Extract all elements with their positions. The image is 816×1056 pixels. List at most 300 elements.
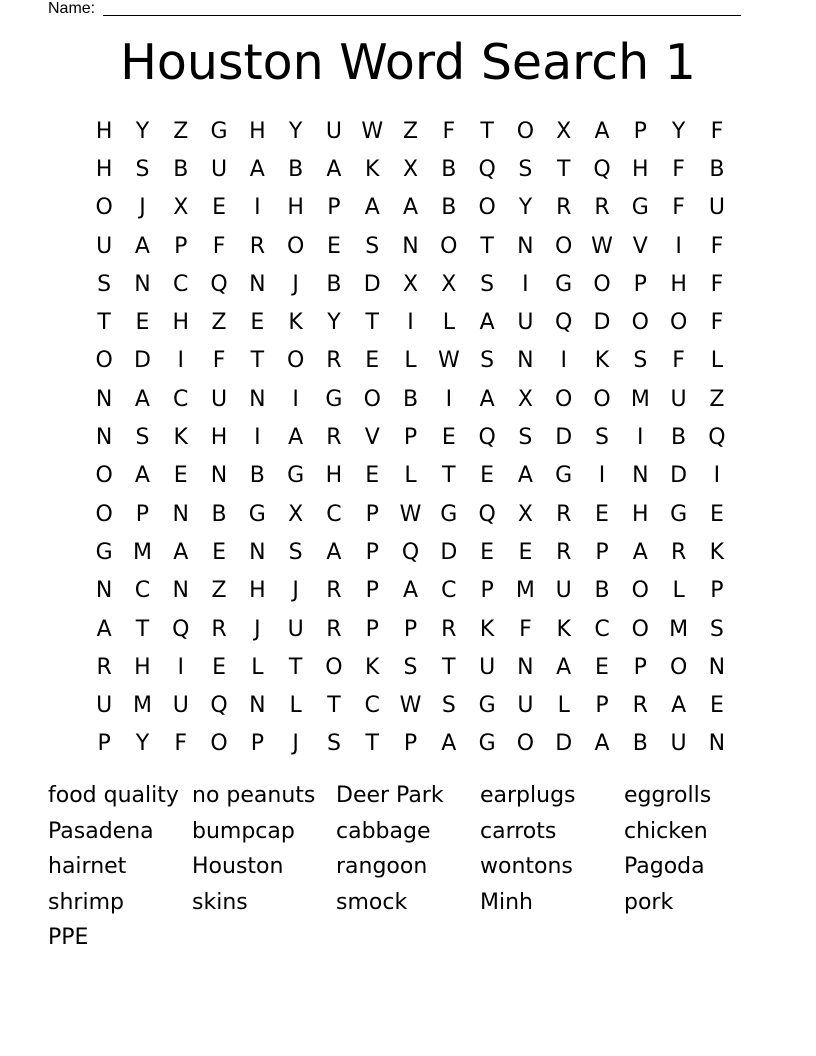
grid-letter: F bbox=[519, 616, 532, 642]
grid-letter: G bbox=[555, 271, 573, 297]
word-list-item: eggrolls bbox=[624, 783, 712, 808]
grid-letter: U bbox=[96, 693, 113, 719]
grid-letter: F bbox=[710, 233, 724, 259]
grid-letter: T bbox=[442, 654, 456, 680]
grid-letter: U bbox=[325, 118, 342, 144]
word-list-item: hairnet bbox=[48, 854, 127, 879]
grid-letter: K bbox=[709, 539, 725, 565]
grid-letter: O bbox=[95, 348, 113, 374]
grid-letter: P bbox=[403, 616, 418, 642]
grid-letter: E bbox=[595, 501, 609, 527]
grid-letter: E bbox=[365, 348, 380, 374]
grid-letter: N bbox=[249, 693, 266, 719]
grid-letter: X bbox=[402, 156, 419, 182]
grid-letter: K bbox=[288, 310, 303, 336]
grid-letter: O bbox=[95, 501, 113, 527]
grid-letter: U bbox=[517, 693, 534, 719]
grid-letter: U bbox=[172, 693, 189, 719]
grid-letter: N bbox=[172, 501, 189, 527]
grid-letter: A bbox=[441, 731, 457, 757]
grid-letter: Q bbox=[478, 156, 496, 182]
grid-letter: D bbox=[363, 271, 381, 297]
grid-letter: A bbox=[96, 616, 112, 642]
word-list-item: shrimp bbox=[48, 889, 124, 915]
grid-letter: R bbox=[326, 578, 342, 604]
grid-letter: T bbox=[480, 233, 494, 259]
grid-letter: E bbox=[135, 310, 150, 336]
grid-letter: O bbox=[631, 310, 649, 336]
grid-letter: Y bbox=[518, 195, 533, 221]
grid-letter: Q bbox=[708, 425, 726, 451]
grid-letter: P bbox=[403, 425, 418, 451]
grid-letter: L bbox=[710, 348, 724, 374]
grid-letter: B bbox=[402, 386, 419, 412]
word-list-item: no peanuts bbox=[192, 783, 316, 808]
grid-letter: A bbox=[249, 156, 265, 182]
grid-letter: M bbox=[132, 693, 152, 719]
word-list-item: food quality bbox=[48, 783, 179, 808]
grid-letter: E bbox=[480, 539, 495, 565]
grid-letter: L bbox=[404, 348, 417, 374]
grid-letter: H bbox=[632, 501, 649, 527]
grid-letter: I bbox=[177, 348, 184, 374]
grid-letter: A bbox=[556, 654, 572, 680]
word-list-item: bumpcap bbox=[192, 818, 295, 844]
grid-letter: Y bbox=[671, 118, 686, 144]
grid-letter: B bbox=[249, 463, 265, 489]
grid-letter: G bbox=[325, 386, 343, 412]
grid-letter: N bbox=[632, 463, 649, 489]
grid-letter: F bbox=[710, 271, 724, 297]
grid-letter: A bbox=[479, 386, 495, 412]
grid-letter: H bbox=[249, 118, 266, 144]
grid-letter: I bbox=[254, 195, 261, 221]
grid-letter: Z bbox=[211, 310, 227, 336]
grid-letter: Z bbox=[173, 118, 189, 144]
grid-letter: K bbox=[365, 156, 380, 182]
grid-letter: A bbox=[173, 539, 189, 565]
grid-letter: S bbox=[480, 271, 495, 297]
word-list-item: skins bbox=[192, 889, 248, 915]
grid-letter: I bbox=[675, 233, 682, 259]
grid-letter: H bbox=[287, 195, 304, 221]
grid-letter: M bbox=[630, 386, 650, 412]
grid-letter: X bbox=[288, 501, 304, 527]
grid-letter: P bbox=[365, 539, 379, 565]
grid-letter: R bbox=[326, 616, 342, 642]
grid-letter: K bbox=[556, 616, 571, 642]
grid-letter: H bbox=[670, 271, 687, 297]
grid-letter: S bbox=[518, 425, 533, 451]
grid-letter: E bbox=[173, 463, 188, 489]
name-label: Name: bbox=[48, 0, 96, 17]
grid-letter: T bbox=[365, 731, 379, 757]
grid-letter: S bbox=[518, 156, 533, 182]
grid-letter: U bbox=[210, 386, 228, 412]
grid-letter: G bbox=[287, 463, 305, 489]
grid-letter: H bbox=[95, 156, 113, 182]
grid-letter: F bbox=[672, 348, 685, 374]
grid-letter: A bbox=[594, 118, 610, 144]
grid-letter: A bbox=[288, 425, 304, 451]
grid-letter: F bbox=[672, 156, 685, 182]
grid-letter: E bbox=[212, 654, 226, 680]
grid-letter: O bbox=[669, 310, 688, 336]
word-list-item: Houston bbox=[192, 854, 284, 879]
grid-letter: I bbox=[598, 463, 606, 489]
grid-letter: U bbox=[517, 310, 534, 336]
grid-letter: X bbox=[441, 271, 457, 297]
grid-letter: I bbox=[560, 348, 567, 374]
grid-letter: N bbox=[517, 654, 534, 680]
grid-letter: J bbox=[292, 271, 299, 297]
grid-letter: A bbox=[594, 731, 610, 757]
grid-letter: Y bbox=[135, 118, 150, 144]
grid-letter: T bbox=[442, 463, 456, 489]
grid-letter: C bbox=[326, 501, 342, 527]
grid-letter: K bbox=[365, 654, 380, 680]
grid-letter: I bbox=[522, 271, 529, 297]
grid-letter: K bbox=[173, 425, 188, 451]
grid-letter: Q bbox=[401, 539, 420, 565]
grid-letter: X bbox=[556, 118, 572, 144]
grid-letter: P bbox=[480, 578, 494, 604]
grid-letter: C bbox=[364, 693, 380, 719]
grid-letter: T bbox=[250, 348, 265, 374]
grid-letter: E bbox=[250, 310, 265, 336]
word-list-item: Minh bbox=[480, 889, 533, 915]
grid-letter: D bbox=[593, 310, 611, 336]
grid-letter: P bbox=[365, 578, 379, 604]
grid-letter: P bbox=[97, 731, 111, 757]
grid-letter: W bbox=[361, 118, 384, 144]
grid-letter: N bbox=[95, 386, 113, 412]
grid-letter: P bbox=[174, 233, 188, 259]
grid-letter: N bbox=[708, 654, 726, 680]
grid-letter: C bbox=[441, 578, 457, 604]
grid-letter: E bbox=[709, 501, 724, 527]
grid-letter: M bbox=[515, 578, 535, 604]
grid-letter: Z bbox=[211, 578, 227, 604]
grid-letter: A bbox=[402, 195, 419, 221]
grid-letter: S bbox=[709, 616, 724, 642]
grid-letter: G bbox=[95, 539, 113, 565]
grid-letter: Z bbox=[402, 118, 419, 144]
grid-letter: E bbox=[365, 463, 380, 489]
grid-letter: M bbox=[669, 616, 689, 642]
word-list-item: earplugs bbox=[480, 783, 576, 808]
grid-letter: C bbox=[134, 578, 151, 604]
grid-letter: N bbox=[210, 463, 228, 489]
grid-letter: P bbox=[595, 539, 609, 565]
grid-letter: H bbox=[249, 578, 266, 604]
grid-letter: C bbox=[173, 271, 189, 297]
grid-letter: B bbox=[288, 156, 304, 182]
grid-letter: A bbox=[134, 463, 150, 489]
grid-letter: I bbox=[713, 463, 721, 489]
grid-letter: G bbox=[478, 693, 496, 719]
grid-letter: V bbox=[632, 233, 648, 259]
grid-letter: H bbox=[325, 463, 343, 489]
grid-letter: E bbox=[441, 425, 456, 451]
grid-letter: R bbox=[249, 233, 265, 259]
grid-letter: W bbox=[591, 233, 613, 259]
grid-letter: X bbox=[517, 386, 533, 412]
word-list-item: pork bbox=[624, 889, 674, 915]
grid-letter: I bbox=[637, 425, 644, 451]
grid-letter: F bbox=[174, 731, 188, 757]
grid-letter: G bbox=[555, 463, 573, 489]
grid-letter: O bbox=[516, 731, 535, 757]
grid-letter: G bbox=[478, 731, 496, 757]
grid-letter: K bbox=[479, 616, 495, 642]
grid-letter: R bbox=[556, 539, 572, 565]
grid-letter: J bbox=[254, 616, 261, 642]
grid-letter: L bbox=[251, 654, 264, 680]
grid-letter: B bbox=[632, 731, 648, 757]
grid-letter: O bbox=[593, 386, 611, 412]
word-list-item: chicken bbox=[624, 818, 708, 844]
grid-letter: Y bbox=[135, 731, 150, 757]
grid-letter: A bbox=[134, 233, 150, 259]
grid-letter: A bbox=[402, 578, 419, 604]
grid-letter: I bbox=[177, 654, 184, 680]
grid-letter: J bbox=[292, 578, 299, 604]
grid-letter: A bbox=[326, 156, 342, 182]
grid-letter: P bbox=[633, 271, 647, 297]
grid-letter: Q bbox=[478, 425, 496, 451]
grid-letter: O bbox=[555, 233, 573, 259]
grid-letter: O bbox=[363, 386, 381, 412]
grid-letter: H bbox=[210, 425, 228, 451]
grid-letter: W bbox=[437, 348, 460, 374]
grid-letter: E bbox=[212, 195, 226, 221]
grid-letter: Q bbox=[478, 501, 496, 527]
grid-letter: L bbox=[672, 578, 685, 604]
word-list-item: wontons bbox=[480, 854, 573, 879]
grid-letter: T bbox=[365, 310, 379, 336]
grid-letter: R bbox=[326, 425, 342, 451]
grid-letter: H bbox=[172, 310, 190, 336]
grid-letter: Q bbox=[210, 693, 228, 719]
grid-letter: P bbox=[365, 501, 379, 527]
grid-letter: O bbox=[631, 616, 649, 642]
grid-letter: N bbox=[134, 271, 151, 297]
grid-letter: N bbox=[249, 271, 266, 297]
grid-letter: D bbox=[133, 348, 151, 374]
grid-letter: A bbox=[364, 195, 380, 221]
grid-letter: P bbox=[710, 578, 724, 604]
grid-letter: E bbox=[595, 654, 609, 680]
grid-letter: V bbox=[364, 425, 380, 451]
grid-letter: A bbox=[517, 463, 533, 489]
word-list-item: Pagoda bbox=[624, 854, 705, 879]
grid-letter: S bbox=[288, 539, 303, 565]
grid-letter: S bbox=[135, 156, 150, 182]
grid-letter: O bbox=[593, 271, 611, 297]
grid-letter: G bbox=[670, 501, 688, 527]
grid-letter: R bbox=[594, 195, 610, 221]
grid-letter: H bbox=[95, 118, 113, 144]
grid-letter: B bbox=[671, 425, 687, 451]
grid-letter: U bbox=[670, 386, 687, 412]
grid-letter: O bbox=[555, 386, 573, 412]
grid-letter: E bbox=[518, 539, 533, 565]
grid-letter: N bbox=[402, 233, 419, 259]
grid-letter: P bbox=[403, 731, 418, 757]
grid-letter: A bbox=[671, 693, 687, 719]
grid-letter: O bbox=[325, 654, 343, 680]
word-list bbox=[48, 778, 768, 956]
grid-letter: N bbox=[249, 539, 266, 565]
grid-letter: H bbox=[632, 156, 649, 182]
word-list-item: Pasadena bbox=[48, 818, 154, 844]
grid-letter: D bbox=[555, 731, 573, 757]
grid-letter: E bbox=[326, 233, 341, 259]
grid-letter: O bbox=[286, 233, 305, 259]
grid-letter: O bbox=[631, 578, 649, 604]
grid-letter: T bbox=[97, 310, 111, 336]
grid-letter: I bbox=[445, 386, 453, 412]
grid-letter: R bbox=[632, 693, 648, 719]
grid-letter: A bbox=[632, 539, 648, 565]
grid-letter: L bbox=[442, 310, 455, 336]
grid-letter: Q bbox=[210, 271, 228, 297]
letter-grid bbox=[85, 112, 736, 763]
grid-letter: C bbox=[594, 616, 610, 642]
grid-letter: S bbox=[595, 425, 609, 451]
grid-letter: X bbox=[173, 195, 189, 221]
grid-letter: A bbox=[326, 539, 342, 565]
grid-letter: R bbox=[556, 195, 572, 221]
grid-letter: U bbox=[479, 654, 496, 680]
grid-letter: S bbox=[633, 348, 648, 374]
grid-letter: L bbox=[557, 693, 570, 719]
grid-letter: F bbox=[672, 195, 685, 221]
grid-letter: O bbox=[516, 118, 535, 144]
word-list-item: Deer Park bbox=[336, 783, 444, 808]
grid-letter: N bbox=[708, 731, 726, 757]
grid-letter: N bbox=[517, 233, 534, 259]
grid-letter: S bbox=[403, 654, 418, 680]
word-list-item: rangoon bbox=[336, 854, 428, 879]
grid-letter: A bbox=[479, 310, 495, 336]
grid-letter: C bbox=[173, 386, 189, 412]
grid-letter: P bbox=[595, 693, 609, 719]
grid-letter: O bbox=[95, 463, 113, 489]
grid-letter: F bbox=[710, 118, 724, 144]
grid-letter: O bbox=[478, 195, 496, 221]
grid-letter: Q bbox=[172, 616, 190, 642]
grid-letter: N bbox=[517, 348, 534, 374]
grid-letter: G bbox=[210, 118, 228, 144]
grid-letter: S bbox=[135, 425, 150, 451]
grid-letter: F bbox=[710, 310, 724, 336]
grid-letter: B bbox=[173, 156, 189, 182]
grid-letter: F bbox=[212, 233, 226, 259]
grid-letter: G bbox=[631, 195, 649, 221]
grid-letter: D bbox=[670, 463, 688, 489]
grid-letter: T bbox=[135, 616, 150, 642]
grid-letter: E bbox=[480, 463, 495, 489]
grid-letter: S bbox=[441, 693, 456, 719]
grid-letter: B bbox=[441, 195, 457, 221]
grid-letter: S bbox=[365, 233, 380, 259]
grid-letter: G bbox=[440, 501, 458, 527]
grid-letter: T bbox=[480, 118, 494, 144]
grid-letter: F bbox=[212, 348, 226, 374]
name-underline bbox=[103, 15, 741, 16]
grid-letter: U bbox=[287, 616, 304, 642]
grid-letter: P bbox=[633, 654, 647, 680]
grid-letter: U bbox=[210, 156, 228, 182]
grid-letter: N bbox=[95, 578, 113, 604]
word-list-item: carrots bbox=[480, 818, 557, 844]
word-list-item: smock bbox=[336, 889, 408, 915]
grid-letter: T bbox=[556, 156, 571, 182]
grid-letter: T bbox=[288, 654, 303, 680]
grid-letter: O bbox=[440, 233, 458, 259]
grid-letter: X bbox=[517, 501, 533, 527]
grid-letter: P bbox=[633, 118, 647, 144]
grid-letter: J bbox=[139, 195, 146, 221]
grid-letter: S bbox=[97, 271, 112, 297]
grid-letter: E bbox=[709, 693, 724, 719]
grid-letter: Q bbox=[593, 156, 611, 182]
grid-letter: F bbox=[442, 118, 456, 144]
grid-letter: U bbox=[96, 233, 113, 259]
grid-letter: M bbox=[132, 539, 152, 565]
grid-letter: N bbox=[249, 386, 266, 412]
grid-letter: U bbox=[708, 195, 725, 221]
grid-letter: R bbox=[211, 616, 227, 642]
grid-letter: P bbox=[327, 195, 341, 221]
grid-letter: D bbox=[440, 539, 458, 565]
grid-letter: D bbox=[555, 425, 573, 451]
grid-letter: B bbox=[594, 578, 610, 604]
grid-letter: B bbox=[211, 501, 227, 527]
grid-letter: P bbox=[250, 731, 264, 757]
grid-letter: K bbox=[594, 348, 610, 374]
grid-letter: W bbox=[399, 693, 422, 719]
grid-letter: E bbox=[212, 539, 226, 565]
grid-letter: A bbox=[134, 386, 150, 412]
grid-letter: R bbox=[556, 501, 572, 527]
grid-letter: I bbox=[407, 310, 414, 336]
grid-letter: O bbox=[95, 195, 113, 221]
page-title: Houston Word Search 1 bbox=[120, 34, 696, 91]
grid-letter: P bbox=[365, 616, 379, 642]
grid-letter: Y bbox=[288, 118, 303, 144]
grid-letter: P bbox=[135, 501, 150, 527]
grid-letter: Y bbox=[327, 310, 341, 336]
grid-letter: W bbox=[399, 501, 422, 527]
grid-letter: N bbox=[95, 425, 113, 451]
grid-letter: O bbox=[210, 731, 228, 757]
grid-letter: N bbox=[172, 578, 189, 604]
grid-letter: B bbox=[441, 156, 457, 182]
grid-letter: T bbox=[327, 693, 341, 719]
grid-letter: B bbox=[709, 156, 725, 182]
grid-letter: S bbox=[480, 348, 495, 374]
grid-letter: R bbox=[326, 348, 342, 374]
grid-letter: I bbox=[254, 425, 261, 451]
grid-letter: R bbox=[441, 616, 457, 642]
grid-letter: L bbox=[289, 693, 302, 719]
grid-letter: I bbox=[292, 386, 299, 412]
grid-letter: S bbox=[326, 731, 341, 757]
grid-letter: J bbox=[292, 731, 299, 757]
